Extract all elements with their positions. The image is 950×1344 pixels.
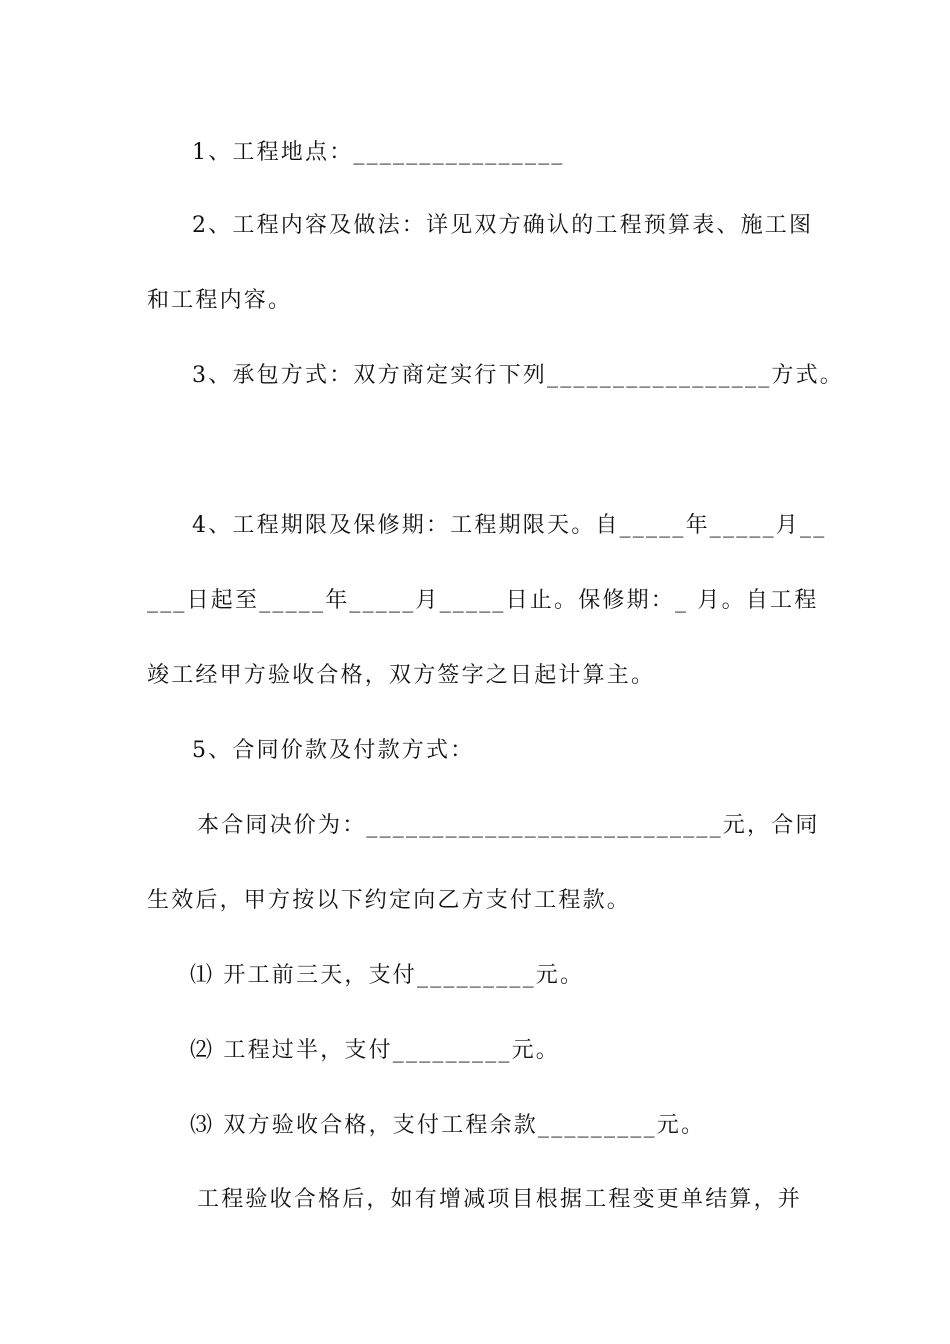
clause-4-schedule-warranty-cont: ___日起至_____年_____月_____日止。保修期：_ 月。自工程 xyxy=(147,588,819,613)
settlement-paragraph: 工程验收合格后，如有增减项目根据工程变更单结算，并 xyxy=(197,1187,803,1212)
clause-5-price-payment: 5、合同价款及付款方式： xyxy=(192,738,475,763)
contract-price-line: 本合同决价为：___________________________元，合同 xyxy=(197,813,820,838)
contract-price-line-cont: 生效后，甲方按以下约定向乙方支付工程款。 xyxy=(147,888,632,913)
clause-2-project-content-cont: 和工程内容。 xyxy=(147,288,293,313)
payment-item-3: ⑶ 双方验收合格，支付工程余款_________元。 xyxy=(190,1113,706,1138)
payment-item-2: ⑵ 工程过半，支付_________元。 xyxy=(190,1038,560,1063)
clause-1-project-location: 1、工程地点：________________ xyxy=(192,140,565,165)
clause-4-schedule-warranty-cont-2: 竣工经甲方验收合格，双方签字之日起计算主。 xyxy=(147,663,656,688)
clause-4-schedule-warranty: 4、工程期限及保修期：工程期限天。自_____年_____月__ xyxy=(192,513,827,538)
clause-3-contracting-method: 3、承包方式：双方商定实行下列_________________方式。 xyxy=(192,363,844,388)
clause-2-project-content: 2、工程内容及做法：详见双方确认的工程预算表、施工图 xyxy=(192,213,814,238)
payment-item-1: ⑴ 开工前三天，支付_________元。 xyxy=(190,963,585,988)
